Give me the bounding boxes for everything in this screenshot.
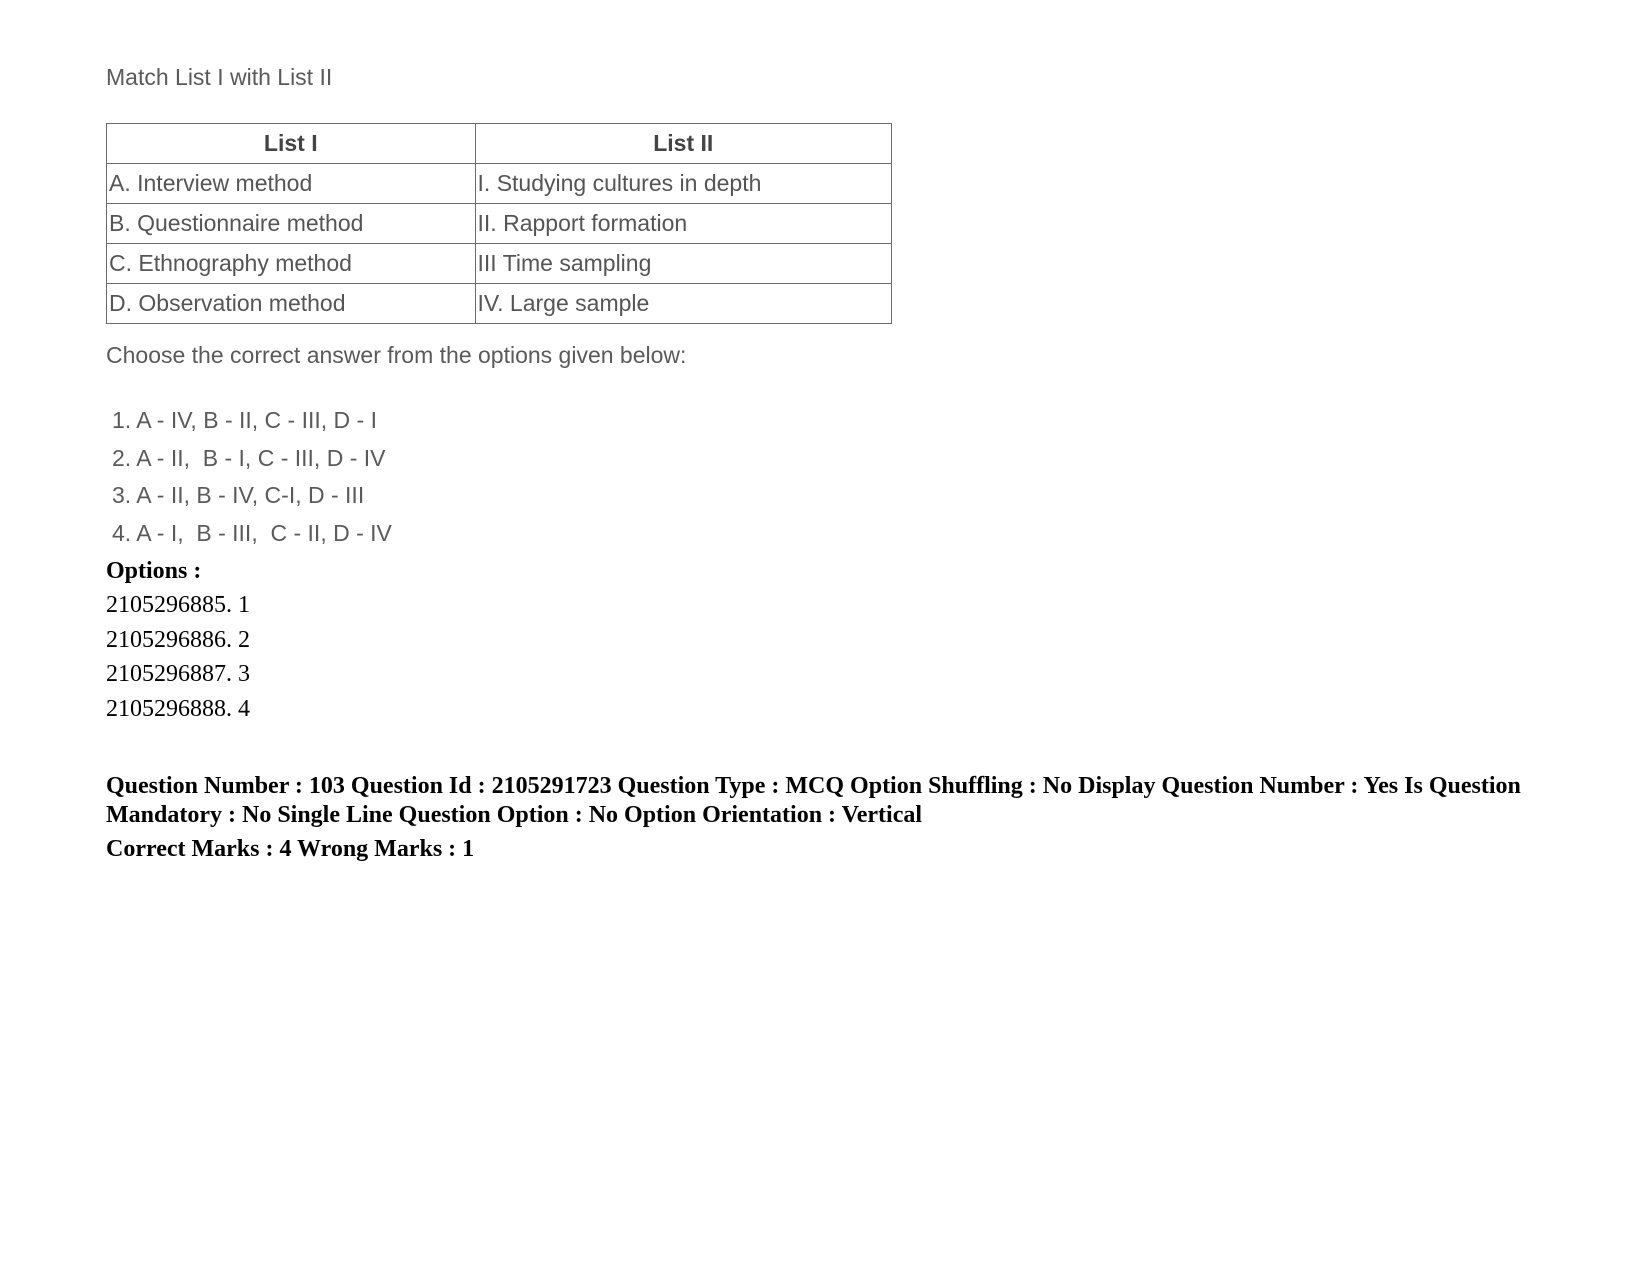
- options-block: [106, 554, 250, 726]
- table-row: [107, 244, 892, 284]
- answer-choice: 4. A - I, B - III, C - II, D - IV: [112, 519, 392, 546]
- question-marks: Correct Marks : 4 Wrong Marks : 1: [106, 836, 475, 862]
- list-2-cell: II. Rapport formation: [475, 204, 891, 244]
- list-2-cell: I. Studying cultures in depth: [475, 164, 891, 204]
- option-item: 2105296886. 2: [106, 626, 250, 653]
- list-1-cell: C. Ethnography method: [107, 244, 476, 284]
- option-item: 2105296885. 1: [106, 592, 250, 618]
- list-1-cell: D. Observation method: [107, 284, 476, 324]
- list-2-header: List II: [475, 124, 891, 164]
- list-2-cell: III Time sampling: [475, 244, 891, 284]
- list-1-header: List I: [107, 124, 476, 164]
- table-row: [107, 284, 892, 324]
- list-2-cell: IV. Large sample: [475, 284, 891, 324]
- table-row: [107, 204, 892, 244]
- question-instruction: Choose the correct answer from the options given below:: [106, 342, 687, 368]
- option-item: 2105296888. 4: [106, 695, 250, 722]
- answer-choice: 1. A - IV, B - II, C - III, D - I: [112, 407, 377, 433]
- options-heading: Options :: [106, 558, 202, 584]
- question-metadata: Question Number : 103 Question Id : 2105291723 Question Type : MCQ Option Shuffling : No Display Question Number : Yes Is Question Mandatory : No Single Line Question Option : No Option Orientation : Vertical: [106, 773, 1521, 828]
- question-title: Match List I with List II: [106, 64, 333, 90]
- list-1-cell: B. Questionnaire method: [107, 204, 476, 244]
- table-header-row: [107, 124, 892, 164]
- answer-choice: 3. A - II, B - IV, C-I, D - III: [112, 482, 365, 508]
- table-row: [107, 164, 892, 204]
- list-1-cell: A. Interview method: [107, 164, 476, 204]
- match-table: [106, 123, 892, 324]
- answer-choice-list: [112, 402, 392, 552]
- answer-choice: 2. A - II, B - I, C - III, D - IV: [112, 444, 386, 471]
- option-item: 2105296887. 3: [106, 661, 250, 687]
